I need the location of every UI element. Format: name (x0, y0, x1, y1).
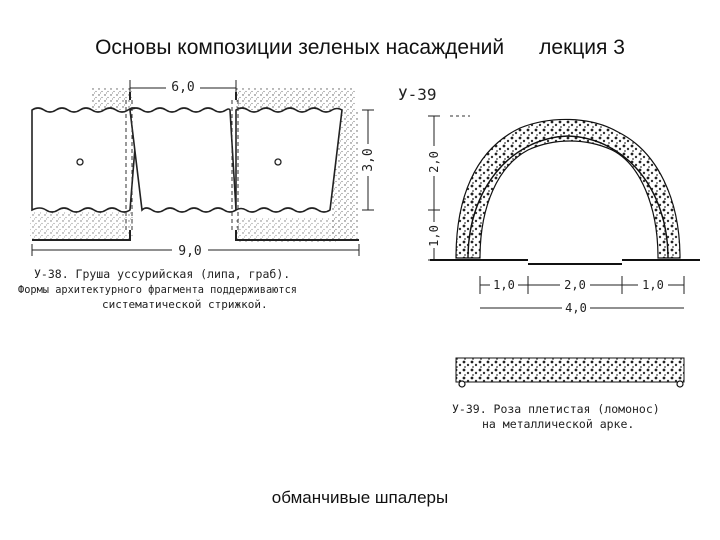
figure-38-caption-line1: У-38. Груша уссурийская (липа, граб). (34, 267, 291, 281)
arch-plan-view (456, 358, 684, 382)
dimension-middle: 2,0 (564, 278, 586, 292)
slide-title: Основы композиции зеленых насаждений лекция 3 (95, 36, 625, 59)
figure-39-caption-line1: У-39. Роза плетистая (ломонос) (452, 402, 660, 416)
figure-39-caption-line2: на металлической арке. (482, 417, 635, 431)
figure-38-caption-line3: систематической стрижкой. (102, 298, 268, 311)
figure-39-label: У-39 (398, 85, 437, 104)
hedge-block-middle (130, 108, 236, 212)
stipple-area-bottom-right (236, 218, 336, 242)
support-post-mark (677, 381, 683, 387)
dimension-left: 1,0 (493, 278, 515, 292)
stipple-area-left-top (92, 88, 132, 110)
dimension-height-top: 2,0 (427, 151, 441, 173)
dimension-label-top: 6,0 (171, 80, 195, 95)
hedge-block-left (32, 108, 138, 212)
stipple-area-bottom-left (30, 212, 134, 240)
dimension-right: 1,0 (642, 278, 664, 292)
slide-caption: обманчивые шпалеры (271, 488, 449, 507)
dimension-label-bottom: 9,0 (178, 244, 202, 259)
support-post-mark (459, 381, 465, 387)
arch-foliage (456, 119, 680, 258)
foliage-clump (656, 192, 668, 204)
foliage-clump (468, 192, 480, 204)
figure-38-plan (14, 70, 384, 320)
hedge-block-right (236, 108, 342, 212)
dimension-label-right: 3,0 (361, 148, 376, 172)
stipple-area-right-top (236, 88, 356, 110)
figure-38-caption-line2: Формы архитектурного фрагмента поддерживаются (18, 284, 297, 296)
figure-39-arch (390, 80, 710, 440)
dimension-height-bottom: 1,0 (427, 225, 441, 247)
dimension-total: 4,0 (565, 301, 587, 315)
